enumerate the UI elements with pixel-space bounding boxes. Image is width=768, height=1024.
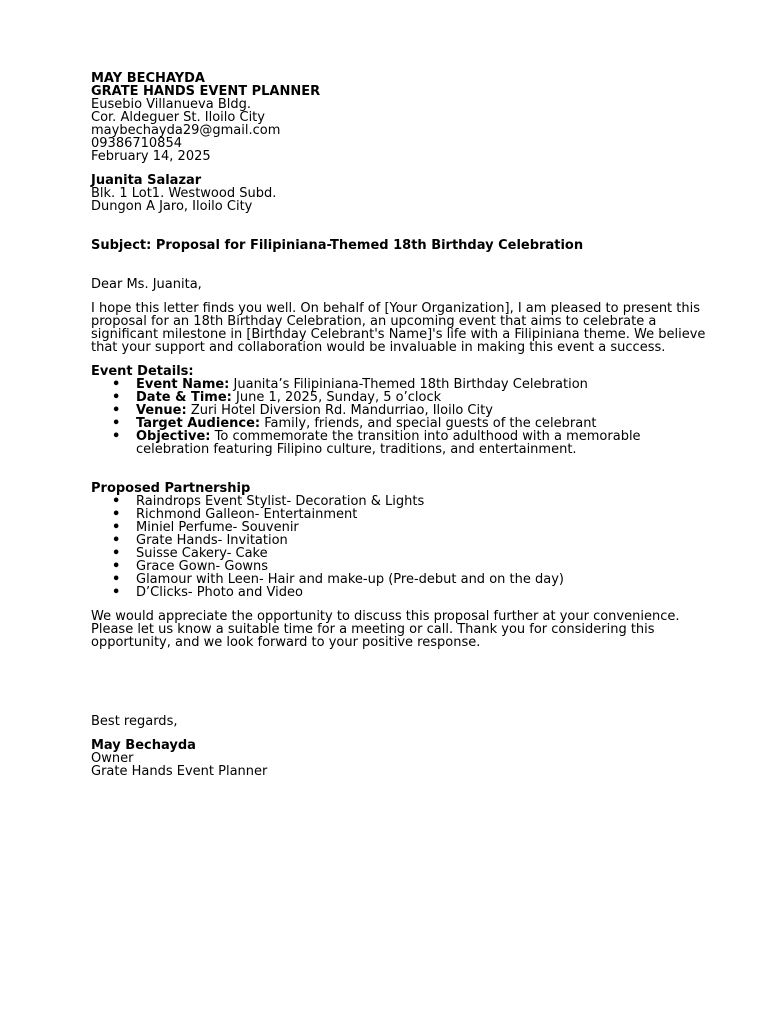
bullet-icon: •	[112, 377, 121, 392]
intro-paragraph: I hope this letter finds you well. On behalf of [Your Organization], I am pleased to present this proposal for an 18th Birthday Celebration, an upcoming event that aims to celebrate a significant milestone in [Birthday Celebrant's Name]'s life with a Filipiniana theme. We believe that your support and collaboration would be invaluable in making this event a success.	[91, 301, 706, 355]
sender-phone: 09386710854	[91, 136, 182, 151]
event-details-list	[91, 378, 711, 456]
recipient-address-line-2: Dungon A Jaro, Iloilo City	[91, 199, 253, 214]
list-item	[91, 586, 711, 599]
sender-block	[91, 72, 711, 163]
bullet-icon: •	[112, 546, 121, 561]
spacer	[91, 649, 711, 715]
bullet-icon: •	[112, 494, 121, 509]
spacer	[91, 252, 711, 278]
bullet-icon: •	[112, 572, 121, 587]
closing-phrase: Best regards,	[91, 714, 178, 729]
letter-document	[91, 72, 711, 778]
list-item	[91, 430, 711, 456]
detail-label: Target Audience:	[136, 416, 261, 431]
recipient-address-line-1: Blk. 1 Lot1. Westwood Subd.	[91, 186, 277, 201]
detail-value: Juanita’s Filipiniana-Themed 18th Birthday Celebration	[229, 377, 588, 392]
recipient-block	[91, 174, 711, 213]
partnership-list	[91, 495, 711, 599]
event-details-heading: Event Details:	[91, 364, 194, 379]
sender-address-line-2: Cor. Aldeguer St. Iloilo City	[91, 110, 265, 125]
detail-value: Zuri Hotel Diversion Rd. Mandurriao, Iloilo City	[186, 403, 493, 418]
bullet-icon: •	[112, 507, 121, 522]
sender-address-line-1: Eusebio Villanueva Bldg.	[91, 97, 252, 112]
partner-text: Richmond Galleon- Entertainment	[136, 507, 358, 522]
detail-value: Family, friends, and special guests of the celebrant	[260, 416, 597, 431]
detail-value: To commemorate the transition into adulthood with a memorable celebration featuring Filipino culture, traditions, and entertainment.	[136, 429, 641, 457]
sender-company: GRATE HANDS EVENT PLANNER	[91, 84, 321, 99]
partner-text: Grate Hands- Invitation	[136, 533, 288, 548]
signer-company: Grate Hands Event Planner	[91, 764, 268, 779]
salutation: Dear Ms. Juanita,	[91, 277, 202, 292]
partnership-heading: Proposed Partnership	[91, 481, 251, 496]
sender-name: MAY BECHAYDA	[91, 71, 205, 86]
bullet-icon: •	[112, 429, 121, 444]
signer-title: Owner	[91, 751, 134, 766]
bullet-icon: •	[112, 533, 121, 548]
bullet-icon: •	[112, 559, 121, 574]
signer-name: May Bechayda	[91, 738, 196, 753]
bullet-icon: •	[112, 403, 121, 418]
spacer	[91, 456, 711, 482]
detail-label: Objective:	[136, 429, 211, 444]
bullet-icon: •	[112, 520, 121, 535]
sender-email: maybechayda29@gmail.com	[91, 123, 281, 138]
detail-label: Event Name:	[136, 377, 230, 392]
letter-date: February 14, 2025	[91, 149, 211, 164]
detail-label: Venue:	[136, 403, 187, 418]
partner-text: Miniel Perfume- Souvenir	[136, 520, 299, 535]
partner-text: Suisse Cakery- Cake	[136, 546, 268, 561]
subject-line: Subject: Proposal for Filipiniana-Themed 18th Birthday Celebration	[91, 238, 584, 253]
detail-label: Date & Time:	[136, 390, 232, 405]
recipient-name: Juanita Salazar	[91, 173, 202, 188]
detail-value: June 1, 2025, Sunday, 5 o’clock	[231, 390, 442, 405]
partner-text: Raindrops Event Stylist- Decoration & Lights	[136, 494, 425, 509]
partner-text: Glamour with Leen- Hair and make-up (Pre-debut and on the day)	[136, 572, 564, 587]
bullet-icon: •	[112, 390, 121, 405]
partner-text: D’Clicks- Photo and Video	[136, 585, 303, 600]
closing-paragraph: We would appreciate the opportunity to discuss this proposal further at your convenience. Please let us know a suitable time for a meeting or call. Thank you for considering this opportunity, and we look forward to your positive response.	[91, 609, 680, 650]
bullet-icon: •	[112, 416, 121, 431]
bullet-icon: •	[112, 585, 121, 600]
spacer	[91, 213, 711, 239]
partner-text: Grace Gown- Gowns	[136, 559, 269, 574]
